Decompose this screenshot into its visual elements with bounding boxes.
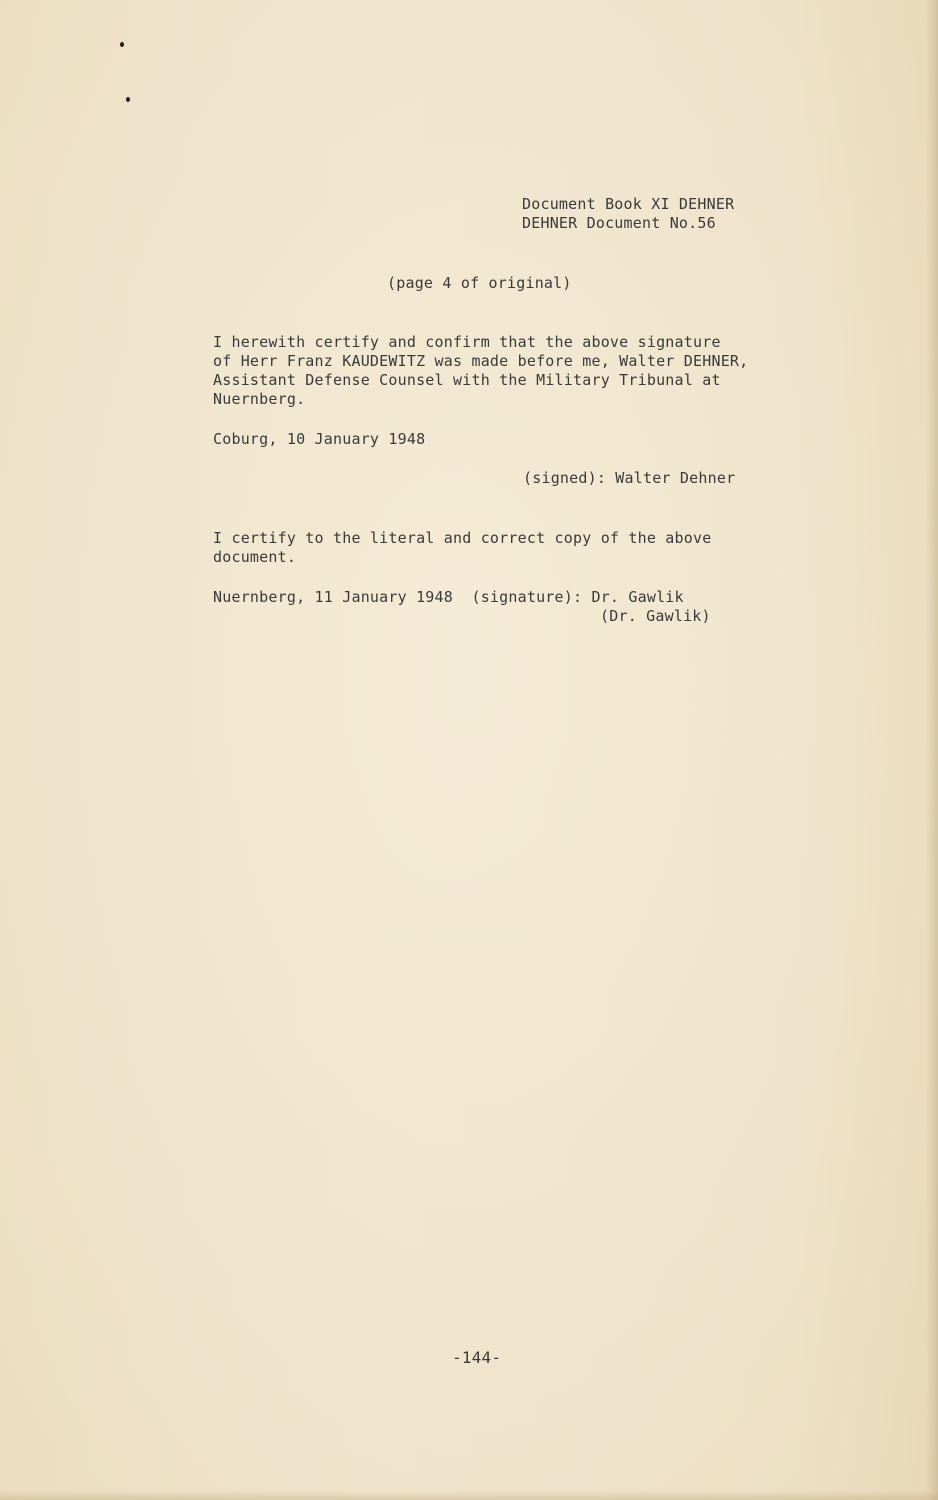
punch-mark (126, 97, 130, 102)
copy-certification-line: document. (213, 548, 297, 566)
certification-line: Nuernberg. (213, 390, 306, 408)
certification-line: Assistant Defense Counsel with the Military Tribunal at (213, 371, 721, 389)
page-reference: (page 4 of original) (387, 274, 572, 292)
page-number: -144- (452, 1348, 502, 1367)
certification-line: I herewith certify and confirm that the above signature (213, 333, 721, 351)
certification-place-date: Coburg, 10 January 1948 (213, 430, 426, 448)
signatory-name: (Dr. Gawlik) (600, 607, 711, 625)
certification-line: of Herr Franz KAUDEWITZ was made before me, Walter DEHNER, (213, 352, 749, 370)
document-number-line: DEHNER Document No.56 (522, 214, 716, 232)
copy-certification-line: I certify to the literal and correct copy of the above (213, 529, 712, 547)
signed-line: (signed): Walter Dehner (523, 469, 736, 487)
document-book-line: Document Book XI DEHNER (522, 195, 735, 213)
paper-edge-bottom (0, 1490, 938, 1500)
copy-certification-place-date-signature: Nuernberg, 11 January 1948 (signature): Dr. Gawlik (213, 588, 684, 606)
punch-mark (120, 42, 124, 47)
paper-edge-right (926, 0, 938, 1500)
